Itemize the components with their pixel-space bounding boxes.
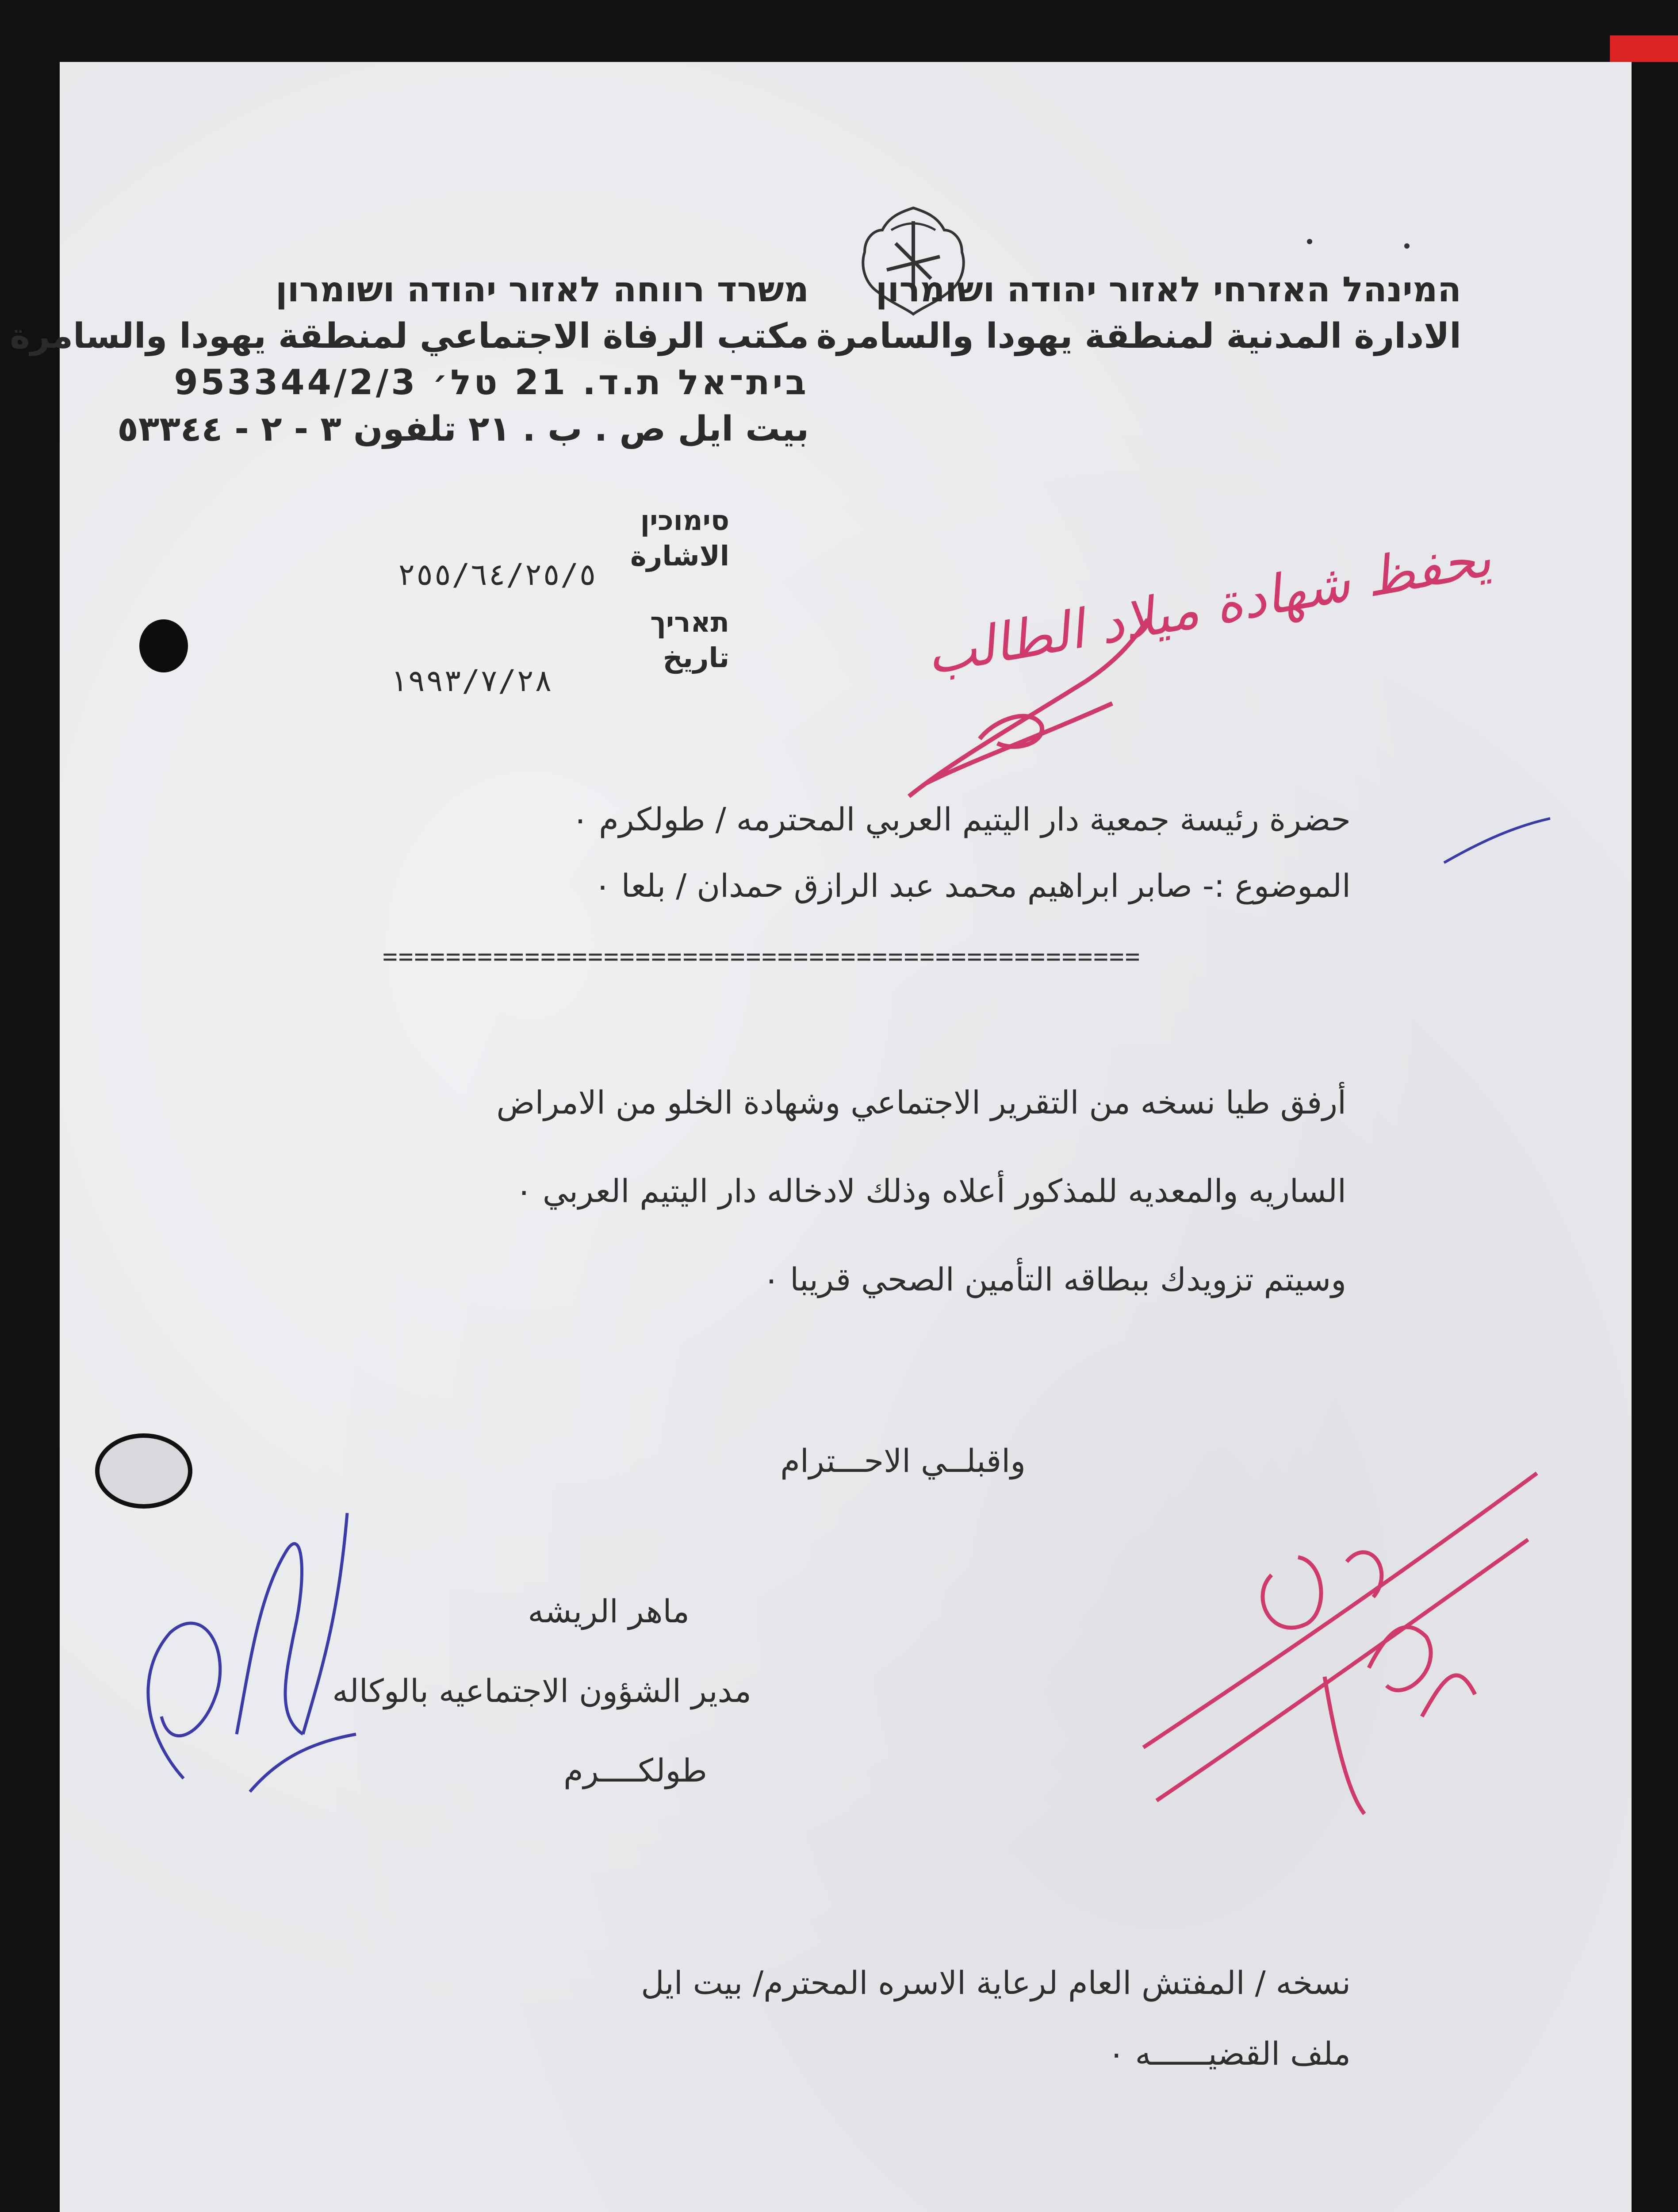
date-label-hebrew: תאריך — [650, 606, 729, 638]
reference-label-hebrew: סימוכין — [640, 504, 729, 537]
document-page — [10, 62, 1632, 2212]
signatory-city: طولكــــرم — [563, 1752, 707, 1789]
file-line: ملف القضيــــــه ٠ — [1107, 2035, 1351, 2072]
body-line-1: أرفق طيا نسخه من التقرير الاجتماعي وشهادة الخلو من الامراض — [496, 1084, 1346, 1121]
signatory-name: ماهر الريشه — [528, 1593, 690, 1630]
copy-to-line: نسخه / المفتش العام لرعاية الاسره المحترم/ بيت ايل — [641, 1964, 1351, 2001]
closing-line: واقبلــي الاحـــترام — [780, 1442, 1026, 1479]
red-handwritten-annotation: يحفظ شهادة ميلاد الطالب — [921, 527, 1496, 687]
red-initials-scribble — [900, 593, 1165, 814]
body-line-2: الساريه والمعديه للمذكور أعلاه وذلك لادخاله دار اليتيم العربي ٠ — [515, 1172, 1346, 1210]
body-line-3: وسيتم تزويدك ببطاقه التأمين الصحي قريبا ٠ — [762, 1261, 1346, 1298]
header-arabic-welfare-office: مكتب الرفاة الاجتماعي لمنطقة يهودا والسامرة — [10, 316, 809, 356]
reference-label-arabic: الاشارة — [630, 540, 729, 572]
header-hebrew-address: בית־אל ת.ד. 21 טל׳ 953344/2/3 — [174, 363, 809, 403]
addressee-line: حضرة رئيسة جمعية دار اليتيم العربي المحترمه / طولكرم ٠ — [571, 801, 1351, 838]
ink-dot — [1404, 243, 1410, 249]
separator-rule: ================================================ — [383, 942, 1141, 971]
header-hebrew-civil-admin: המינהל האזרחי לאזור יהודה ושומרון — [875, 270, 1461, 310]
punch-hole — [139, 619, 188, 672]
ink-dot — [1307, 239, 1312, 244]
header-arabic-address: بيت ايل ص . ب . ٢١ تلفون ٣ - ٢ - ٥٣٣٤٤ — [117, 409, 809, 449]
red-corner-mark — [1610, 35, 1678, 62]
blue-signature — [117, 1486, 365, 1805]
subject-line: الموضوع :- صابر ابراهيم محمد عبد الرازق حمدان / بلعا ٠ — [594, 867, 1351, 904]
blue-tick-mark — [1440, 814, 1555, 867]
reference-value: ٢٥٥/٦٤/٢٥/٥ — [397, 557, 597, 592]
red-signature — [1139, 1429, 1555, 1827]
date-value: ١٩٩٣/٧/٢٨ — [389, 664, 552, 699]
header-arabic-civil-admin: الادارة المدنية لمنطقة يهودا والسامرة — [816, 316, 1461, 356]
header-hebrew-welfare-office: משרד רווחה לאזור יהודה ושומרון — [275, 270, 809, 310]
date-label-arabic: تاريخ — [663, 641, 729, 674]
signatory-title: مدير الشؤون الاجتماعيه بالوكاله — [332, 1672, 751, 1709]
